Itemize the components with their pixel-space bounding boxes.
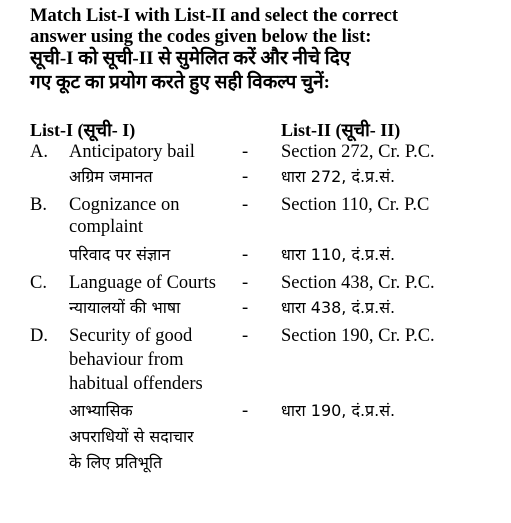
separator-dash: - (242, 298, 249, 318)
item-a-text: Anticipatory bail (69, 142, 195, 162)
separator-dash: - (242, 195, 249, 215)
question-line-hi-1: सूची-I को सूची-II से सुमेलित करें और नीचे दिए (30, 48, 351, 69)
item-c-text-hi: न्यायालयों की भाषा (69, 298, 181, 317)
item-d-text-3: habitual offenders (69, 374, 203, 394)
item-c-text: Language of Courts (69, 273, 216, 293)
item-d-text-hi-1: आभ्यासिक (69, 401, 133, 420)
item-d-text-1: Security of good (69, 326, 193, 346)
item-c-section: Section 438, Cr. P.C. (281, 273, 435, 293)
item-d-section-hi: धारा 190, दं.प्र.सं. (281, 401, 396, 420)
question-line-hi-2: गए कूट का प्रयोग करते हुए सही विकल्प चुनें: (30, 72, 330, 93)
list1-header: List-I (सूची- I) (30, 120, 136, 140)
separator-dash: - (242, 326, 249, 346)
item-a-text-hi: अग्रिम जमानत (69, 167, 153, 186)
list2-header: List-II (सूची- II) (281, 120, 401, 140)
item-b-text-1: Cognizance on (69, 195, 180, 215)
separator-dash: - (242, 245, 249, 265)
item-a-section: Section 272, Cr. P.C. (281, 142, 435, 162)
separator-dash: - (242, 167, 249, 187)
item-b-section-hi: धारा 110, दं.प्र.सं. (281, 245, 396, 264)
question-line-en-2: answer using the codes given below the list: (30, 27, 372, 47)
separator-dash: - (242, 142, 249, 162)
question-line-en-1: Match List-I with List-II and select the correct (30, 6, 399, 26)
item-letter: A. (30, 142, 48, 162)
item-d-text-hi-3: के लिए प्रतिभूति (69, 453, 163, 472)
item-b-text-hi: परिवाद पर संज्ञान (69, 245, 171, 264)
item-d-text-hi-2: अपराधियों से सदाचार (69, 427, 194, 446)
separator-dash: - (242, 273, 249, 293)
item-a-section-hi: धारा 272, दं.प्र.सं. (281, 167, 396, 186)
item-c-section-hi: धारा 438, दं.प्र.सं. (281, 298, 396, 317)
item-letter: C. (30, 273, 47, 293)
separator-dash: - (242, 401, 249, 421)
item-d-section: Section 190, Cr. P.C. (281, 326, 435, 346)
item-b-text-2: complaint (69, 217, 143, 237)
item-letter: B. (30, 195, 47, 215)
item-d-text-2: behaviour from (69, 350, 184, 370)
item-letter: D. (30, 326, 48, 346)
item-b-section: Section 110, Cr. P.C (281, 195, 430, 215)
